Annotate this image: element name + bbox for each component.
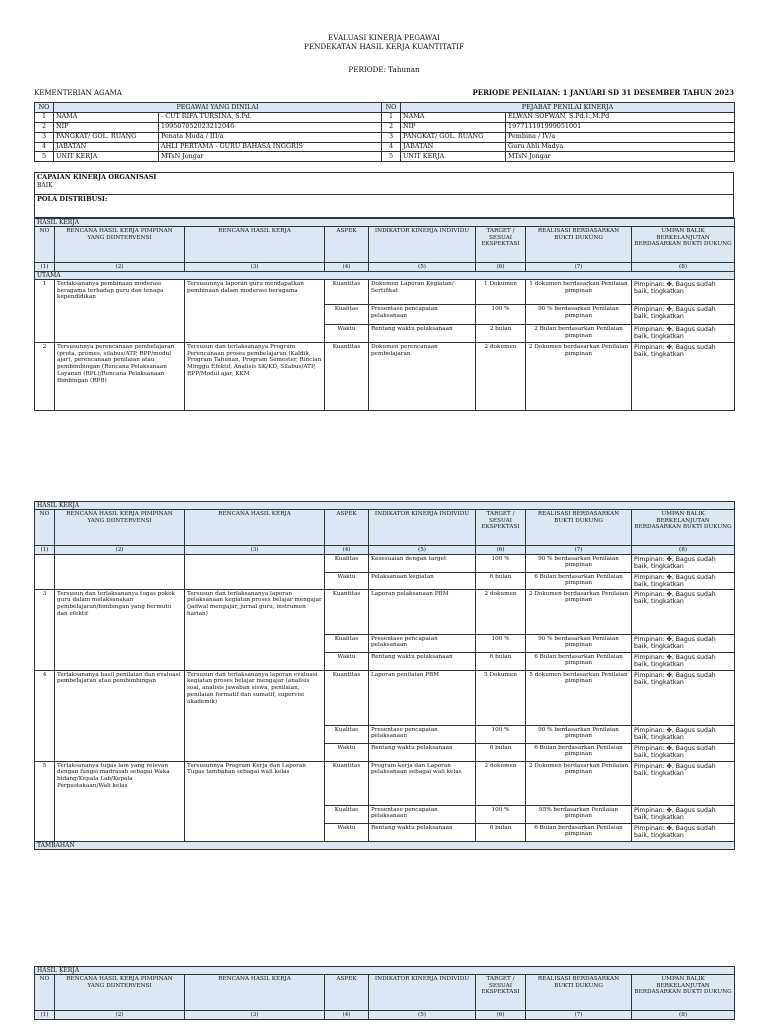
umpan-text: ✤, Bagus sudah baik, tingkatkan bbox=[634, 325, 716, 341]
target: 100 % bbox=[476, 806, 526, 824]
umpan-text: ✤, Bagus sudah baik, tingkatkan bbox=[634, 305, 716, 321]
employee-row bbox=[35, 112, 735, 122]
penilai-no: 4 bbox=[382, 142, 401, 152]
umpan-pimpinan-label: Pimpinan: bbox=[634, 325, 665, 333]
column-number: (3) bbox=[185, 546, 325, 555]
umpan-balik bbox=[632, 305, 735, 325]
indikator: Pelaksanaan kegiatan bbox=[369, 573, 476, 590]
column-number: (3) bbox=[185, 263, 325, 272]
column-header: INDIKATOR KINERJA INDIVIDU bbox=[369, 510, 476, 546]
column-header: TARGET / SESUAI EKSPEKTASI bbox=[476, 227, 526, 263]
section-title: HASIL KERJA bbox=[35, 967, 735, 975]
indikator: Program kerja dan Laporan pelaksanaan sebagai wali kelas bbox=[369, 762, 476, 806]
employee-header-row bbox=[35, 103, 735, 113]
umpan-pimpinan-label: Pimpinan: bbox=[634, 343, 665, 351]
aspek: Waktu bbox=[325, 824, 369, 842]
aspek: Waktu bbox=[325, 744, 369, 762]
umpan-balik bbox=[632, 744, 735, 762]
umpan-text: ✤, Bagus sudah baik, tingkatkan bbox=[634, 280, 716, 296]
rencana-hasil-kerja: Tersusun dan terlaksananya Program Perencanaan proses pembelajaran (Kaldik, Program Tahunan, Program Semester, Rincian Minggu Efektif, Analisis SK/KD, Silabus/ATP, RPP/Modul ajar, KKM bbox=[185, 343, 325, 411]
indikator: Laporan penilaian PBM bbox=[369, 671, 476, 726]
pegawai-label: NAMA bbox=[54, 112, 159, 122]
target: 2 bulan bbox=[476, 325, 526, 343]
column-number: (7) bbox=[526, 1011, 632, 1020]
umpan-text: ✤, Bagus sudah baik, tingkatkan bbox=[634, 671, 716, 686]
column-number: (1) bbox=[35, 263, 55, 272]
umpan-text: ✤, Bagus sudah baik, tingkatkan bbox=[634, 806, 716, 821]
column-number: (7) bbox=[526, 263, 632, 272]
rencana-pimpinan: Terlaksananya pembinaan moderasi beragama terhadap guru dan tenaga kependidikan bbox=[55, 280, 185, 343]
section-row bbox=[35, 502, 735, 510]
pegawai-value: Penata Muda / III/a bbox=[159, 132, 382, 142]
column-number: (1) bbox=[35, 1011, 55, 1020]
column-header: NO bbox=[35, 510, 55, 546]
employee-table bbox=[34, 102, 735, 162]
column-header: ASPEK bbox=[325, 975, 369, 1011]
target: 100 % bbox=[476, 726, 526, 744]
section-row bbox=[35, 219, 735, 227]
umpan-pimpinan-label: Pimpinan: bbox=[634, 744, 665, 752]
pegawai-value: 199507052023212046 bbox=[159, 122, 382, 132]
realisasi: 90 % berdasarkan Penilaian pimpinan bbox=[526, 726, 632, 744]
row-no: 5 bbox=[35, 762, 55, 842]
section-title: HASIL KERJA bbox=[35, 219, 735, 227]
table-row bbox=[35, 555, 735, 573]
doc-periode: PERIODE: Tahunan bbox=[348, 65, 420, 74]
periode-penilaian: PERIODE PENILAIAN: 1 JANUARI SD 31 DESEMBER TAHUN 2023 bbox=[472, 88, 734, 97]
pegawai-no: 1 bbox=[35, 112, 54, 122]
rencana-pimpinan: Terlaksananya tugas lain yang relevan dengan fungsi madrasah sebagai Waka bidang/Kepala Lab/Kepala Perpustakaan/Wali kelas bbox=[55, 762, 185, 842]
umpan-pimpinan-label: Pimpinan: bbox=[634, 671, 665, 679]
penilai-value: MTsN Jongar bbox=[506, 152, 735, 162]
aspek: Kualitas bbox=[325, 305, 369, 325]
realisasi: 6 Bulan berdasarkan Penilaian pimpinan bbox=[526, 824, 632, 842]
penilai-value: ELWAN SOFWAN, S.Pd.I.,M.Pd bbox=[506, 112, 735, 122]
umpan-balik bbox=[632, 806, 735, 824]
realisasi: 95% berdasarkan Penilaian pimpinan bbox=[526, 806, 632, 824]
indikator: Presentase pencapaian pelaksanaan bbox=[369, 305, 476, 325]
aspek: Kuantitas bbox=[325, 343, 369, 411]
penilai-label: PANGKAT/ GOL. RUANG bbox=[401, 132, 506, 142]
penilai-label: UNIT KERJA bbox=[401, 152, 506, 162]
column-header: RENCANA HASIL KERJA PIMPINAN YANG DIINTERVENSI bbox=[55, 975, 185, 1011]
rencana-hasil-kerja: Tersusun dan terlaksananya laporan pelaksanaan kegiatan proses belajar mengajar (jadwal mengajar, jurnal guru, instrumen harian) bbox=[185, 590, 325, 671]
column-number: (4) bbox=[325, 546, 369, 555]
indikator: Dokumen Laporan Kegiatan/ Sertifikat bbox=[369, 280, 476, 305]
target: 2 dokumen bbox=[476, 762, 526, 806]
category-label: UTAMA bbox=[35, 272, 735, 280]
pegawai-value: AHLI PERTAMA - GURU BAHASA INGGRIS bbox=[159, 142, 382, 152]
indikator: Rentang waktu pelaksanaan bbox=[369, 325, 476, 343]
target: 5 Dokumen bbox=[476, 671, 526, 726]
aspek: Waktu bbox=[325, 653, 369, 671]
hasil-kerja-table-1 bbox=[34, 218, 735, 411]
column-number: (7) bbox=[526, 546, 632, 555]
target: 6 bulan bbox=[476, 744, 526, 762]
pegawai-label: JABATAN bbox=[54, 142, 159, 152]
realisasi: 2 Dokumen berdasarkan Penilaian pimpinan bbox=[526, 590, 632, 635]
umpan-text: ✤, Bagus sudah baik, tingkatkan bbox=[634, 762, 716, 777]
realisasi: 6 Bulan berdasarkan Penilaian pimpinan bbox=[526, 744, 632, 762]
realisasi: 6 Bulan berdasarkan Penilaian pimpinan bbox=[526, 573, 632, 590]
umpan-pimpinan-label: Pimpinan: bbox=[634, 762, 665, 770]
target: 6 bulan bbox=[476, 824, 526, 842]
realisasi: 5 dokumen berdasarkan Penilaian pimpinan bbox=[526, 671, 632, 726]
indikator: Kesesuaian dengan target bbox=[369, 555, 476, 573]
row-no bbox=[35, 555, 55, 590]
column-header: RENCANA HASIL KERJA bbox=[185, 227, 325, 263]
column-number: (2) bbox=[55, 546, 185, 555]
umpan-text: ✤, Bagus sudah baik, tingkatkan bbox=[634, 744, 716, 759]
column-number: (8) bbox=[632, 1011, 735, 1020]
umpan-balik bbox=[632, 762, 735, 806]
column-header: RENCANA HASIL KERJA bbox=[185, 975, 325, 1011]
column-number: (2) bbox=[55, 263, 185, 272]
col-no: NO bbox=[35, 103, 54, 113]
umpan-pimpinan-label: Pimpinan: bbox=[634, 555, 665, 563]
column-header: RENCANA HASIL KERJA bbox=[185, 510, 325, 546]
umpan-text: ✤, Bagus sudah baik, tingkatkan bbox=[634, 635, 716, 650]
umpan-balik bbox=[632, 280, 735, 305]
umpan-pimpinan-label: Pimpinan: bbox=[634, 824, 665, 832]
umpan-balik bbox=[632, 653, 735, 671]
column-header: NO bbox=[35, 227, 55, 263]
pegawai-no: 3 bbox=[35, 132, 54, 142]
column-header: RENCANA HASIL KERJA PIMPINAN YANG DIINTERVENSI bbox=[55, 510, 185, 546]
realisasi: 2 Dokumen berdasarkan Penilaian pimpinan bbox=[526, 762, 632, 806]
capaian-table bbox=[34, 172, 734, 218]
pegawai-value: MTsN Jongar bbox=[159, 152, 382, 162]
umpan-pimpinan-label: Pimpinan: bbox=[634, 280, 665, 288]
umpan-text: ✤, Bagus sudah baik, tingkatkan bbox=[634, 824, 716, 839]
column-header-row bbox=[35, 510, 735, 546]
umpan-text: ✤, Bagus sudah baik, tingkatkan bbox=[634, 573, 716, 588]
capaian-value: BAIK bbox=[37, 181, 53, 189]
column-number: (4) bbox=[325, 263, 369, 272]
penilai-no: 2 bbox=[382, 122, 401, 132]
pegawai-no: 4 bbox=[35, 142, 54, 152]
table-row bbox=[35, 343, 735, 411]
column-header-row bbox=[35, 975, 735, 1011]
target: 2 dokumen bbox=[476, 590, 526, 635]
column-number-row bbox=[35, 1011, 735, 1020]
target: 6 bulan bbox=[476, 653, 526, 671]
umpan-text: ✤, Bagus sudah baik, tingkatkan bbox=[634, 343, 716, 359]
pegawai-no: 5 bbox=[35, 152, 54, 162]
column-header: RENCANA HASIL KERJA PIMPINAN YANG DIINTERVENSI bbox=[55, 227, 185, 263]
realisasi: 90 % berdasarkan Penilaian pimpinan bbox=[526, 555, 632, 573]
doc-subtitle: PENDEKATAN HASIL KERJA KUANTITATIF bbox=[304, 42, 464, 51]
pegawai-no: 2 bbox=[35, 122, 54, 132]
category-row bbox=[35, 272, 735, 280]
column-number: (2) bbox=[55, 1011, 185, 1020]
column-header: ASPEK bbox=[325, 227, 369, 263]
column-number: (6) bbox=[476, 1011, 526, 1020]
umpan-balik bbox=[632, 726, 735, 744]
indikator: Presentase pencapaian pelaksanaan bbox=[369, 635, 476, 653]
column-header: REALISASI BERDASARKAN BUKTI DUKUNG bbox=[526, 227, 632, 263]
umpan-text: ✤, Bagus sudah baik, tingkatkan bbox=[634, 555, 716, 570]
umpan-balik bbox=[632, 590, 735, 635]
column-number: (1) bbox=[35, 546, 55, 555]
table-row bbox=[35, 280, 735, 305]
column-number: (3) bbox=[185, 1011, 325, 1020]
aspek: Waktu bbox=[325, 573, 369, 590]
rencana-hasil-kerja: Tersusunnya Program Kerja dan Laporan Tugas tambahan sebagai wali kelas bbox=[185, 762, 325, 842]
column-header: TARGET / SESUAI EKSPEKTASI bbox=[476, 975, 526, 1011]
column-header: UMPAN BALIK BERKELANJUTAN BERDASARKAN BUKTI DUKUNG bbox=[632, 975, 735, 1011]
indikator: Dokumen perencanaan pembelajaran bbox=[369, 343, 476, 411]
penilai-no: 5 bbox=[382, 152, 401, 162]
indikator: Presentase pencapaian pelaksanaan bbox=[369, 806, 476, 824]
employee-row bbox=[35, 132, 735, 142]
table-row bbox=[35, 671, 735, 726]
column-header: UMPAN BALIK BERKELANJUTAN BERDASARKAN BUKTI DUKUNG bbox=[632, 227, 735, 263]
column-number: (8) bbox=[632, 546, 735, 555]
umpan-pimpinan-label: Pimpinan: bbox=[634, 653, 665, 661]
column-number: (5) bbox=[369, 546, 476, 555]
row-no: 4 bbox=[35, 671, 55, 762]
penilai-value: Guru Ahli Madya bbox=[506, 142, 735, 152]
penilai-value: Pembina / IV/a bbox=[506, 132, 735, 142]
column-header-row bbox=[35, 227, 735, 263]
aspek: Kualitas bbox=[325, 555, 369, 573]
pegawai-label: NIP bbox=[54, 122, 159, 132]
realisasi: 2 Dokumen berdasarkan Penilaian pimpinan bbox=[526, 343, 632, 411]
target: 100 % bbox=[476, 555, 526, 573]
rencana-hasil-kerja: Tersusun dan terlaksananya laporan evaluasi kegiatan proses belajar mengajar (analisis soal, analisis jawaban siswa, penilaian, penilaian formatif dan sumatif, supervisi akademik) bbox=[185, 671, 325, 762]
row-no: 2 bbox=[35, 343, 55, 411]
employee-row bbox=[35, 142, 735, 152]
umpan-text: ✤, Bagus sudah baik, tingkatkan bbox=[634, 653, 716, 668]
employee-row bbox=[35, 152, 735, 162]
capaian-title: CAPAIAN KINERJA ORGANISASI bbox=[37, 173, 157, 181]
column-header: UMPAN BALIK BERKELANJUTAN BERDASARKAN BUKTI DUKUNG bbox=[632, 510, 735, 546]
column-header: INDIKATOR KINERJA INDIVIDU bbox=[369, 227, 476, 263]
column-number: (5) bbox=[369, 1011, 476, 1020]
col-no: NO bbox=[382, 103, 401, 113]
umpan-balik bbox=[632, 671, 735, 726]
category-row bbox=[35, 842, 735, 850]
umpan-pimpinan-label: Pimpinan: bbox=[634, 806, 665, 814]
umpan-pimpinan-label: Pimpinan: bbox=[634, 726, 665, 734]
pegawai-value: - CUT RIFA TURSINA, S.Pd. bbox=[159, 112, 382, 122]
rencana-pimpinan: Tersusunnya perencanaan pembelajaran (prota, promes, silabus/ATP, RPP/modul ajar), perencanaan penilaian atau pembimbingan (Rencana Pelaksanaan Layanan (RPL)/Rencana Pelaksanaan Bimbingan (RPB) bbox=[55, 343, 185, 411]
pegawai-label: UNIT KERJA bbox=[54, 152, 159, 162]
column-number: (8) bbox=[632, 263, 735, 272]
aspek: Kuantitas bbox=[325, 590, 369, 635]
aspek: Waktu bbox=[325, 325, 369, 343]
hasil-kerja-table-2 bbox=[34, 501, 735, 850]
umpan-balik bbox=[632, 573, 735, 590]
penilai-no: 1 bbox=[382, 112, 401, 122]
umpan-balik bbox=[632, 343, 735, 411]
realisasi: 6 Bulan berdasarkan Penilaian pimpinan bbox=[526, 653, 632, 671]
umpan-pimpinan-label: Pimpinan: bbox=[634, 573, 665, 581]
aspek: Kualitas bbox=[325, 806, 369, 824]
penilai-label: NAMA bbox=[401, 112, 506, 122]
rencana-hasil-kerja bbox=[185, 555, 325, 590]
penilai-label: NIP bbox=[401, 122, 506, 132]
rencana-pimpinan: Tersusun dan terlaksananya tugas pokok guru dalam melaksanakan pembelajaran/bimbingan yang bermutu dan efektif bbox=[55, 590, 185, 671]
rencana-hasil-kerja: Tersusunnya laporan guru mendapatkan pembinaan dalam moderasi beragama bbox=[185, 280, 325, 343]
umpan-balik bbox=[632, 635, 735, 653]
employee-row bbox=[35, 122, 735, 132]
aspek: Kuantitas bbox=[325, 762, 369, 806]
aspek: Kuantitas bbox=[325, 671, 369, 726]
realisasi: 90 % berdasarkan Penilaian pimpinan bbox=[526, 305, 632, 325]
hasil-kerja-table-3 bbox=[34, 966, 735, 1020]
aspek: Kuantitas bbox=[325, 280, 369, 305]
pegawai-header: PEGAWAI YANG DINILAI bbox=[54, 103, 382, 113]
target: 2 dokumen bbox=[476, 343, 526, 411]
penilai-value: 197711191999051001 bbox=[506, 122, 735, 132]
umpan-text: ✤, Bagus sudah baik, tingkatkan bbox=[634, 590, 716, 605]
aspek: Kualitas bbox=[325, 635, 369, 653]
column-number: (5) bbox=[369, 263, 476, 272]
indikator: Rentang waktu pelaksanaan bbox=[369, 744, 476, 762]
realisasi: 2 Bulan berdasarkan Penilaian pimpinan bbox=[526, 325, 632, 343]
pola-title: POLA DISTRIBUSI: bbox=[37, 195, 108, 203]
table-row bbox=[35, 762, 735, 806]
column-header: REALISASI BERDASARKAN BUKTI DUKUNG bbox=[526, 510, 632, 546]
column-number: (6) bbox=[476, 546, 526, 555]
indikator: Rentang waktu pelaksanaan bbox=[369, 824, 476, 842]
column-header: TARGET / SESUAI EKSPEKTASI bbox=[476, 510, 526, 546]
section-title: HASIL KERJA bbox=[35, 502, 735, 510]
pegawai-label: PANGKAT/ GOL. RUANG bbox=[54, 132, 159, 142]
target: 6 bulan bbox=[476, 573, 526, 590]
umpan-balik bbox=[632, 555, 735, 573]
penilai-header: PEJABAT PENILAI KINERJA bbox=[401, 103, 735, 113]
target: 100 % bbox=[476, 635, 526, 653]
column-header: INDIKATOR KINERJA INDIVIDU bbox=[369, 975, 476, 1011]
column-number: (4) bbox=[325, 1011, 369, 1020]
indikator: Laporan pelaksanaan PBM bbox=[369, 590, 476, 635]
umpan-text: ✤, Bagus sudah baik, tingkatkan bbox=[634, 726, 716, 741]
column-header: REALISASI BERDASARKAN BUKTI DUKUNG bbox=[526, 975, 632, 1011]
column-number-row bbox=[35, 546, 735, 555]
indikator: Presentase pencapaian pelaksanaan bbox=[369, 726, 476, 744]
target: 1 Dokumen bbox=[476, 280, 526, 305]
penilai-label: JABATAN bbox=[401, 142, 506, 152]
penilai-no: 3 bbox=[382, 132, 401, 142]
umpan-balik bbox=[632, 325, 735, 343]
umpan-pimpinan-label: Pimpinan: bbox=[634, 590, 665, 598]
indikator: Rentang waktu pelaksanaan bbox=[369, 653, 476, 671]
category-label: TAMBAHAN bbox=[35, 842, 735, 850]
target: 100 % bbox=[476, 305, 526, 325]
column-header: ASPEK bbox=[325, 510, 369, 546]
row-no: 3 bbox=[35, 590, 55, 671]
realisasi: 1 dokumen berdasarkan Penilaian pimpinan bbox=[526, 280, 632, 305]
umpan-pimpinan-label: Pimpinan: bbox=[634, 305, 665, 313]
umpan-pimpinan-label: Pimpinan: bbox=[634, 635, 665, 643]
column-number: (6) bbox=[476, 263, 526, 272]
aspek: Kualitas bbox=[325, 726, 369, 744]
rencana-pimpinan: Terlaksananya hasil penilaian dan evaluasi pembelajaran atau pembimbingan bbox=[55, 671, 185, 762]
umpan-balik bbox=[632, 824, 735, 842]
table-row bbox=[35, 590, 735, 635]
row-no: 1 bbox=[35, 280, 55, 343]
column-header: NO bbox=[35, 975, 55, 1011]
section-row bbox=[35, 967, 735, 975]
doc-title: EVALUASI KINERJA PEGAWAI bbox=[328, 33, 440, 42]
instansi-name: KEMENTERIAN AGAMA bbox=[34, 89, 122, 97]
realisasi: 90 % berdasarkan Penilaian pimpinan bbox=[526, 635, 632, 653]
rencana-pimpinan bbox=[55, 555, 185, 590]
column-number-row bbox=[35, 263, 735, 272]
